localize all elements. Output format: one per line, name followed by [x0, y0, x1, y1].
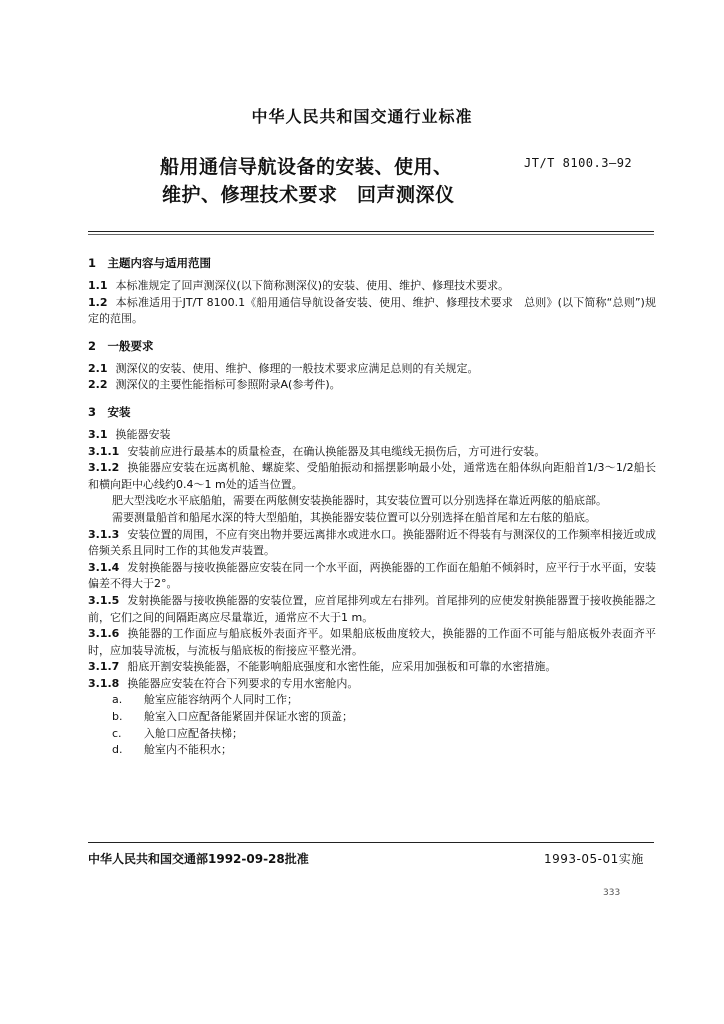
top-divider [88, 231, 654, 232]
clause-text: 换能器的工作面应与船底板外表面齐平。如果船底板曲度较大，换能器的工作面不可能与船底板外表面齐平时，应加装导流板，与流板与船底板的衔接应平整光滑。 [88, 627, 656, 657]
list-text: 舱室内不能积水； [144, 743, 232, 757]
clause-text: 本标准规定了回声测深仪(以下简称测深仪)的安装、使用、维护、修理技术要求。 [115, 279, 510, 292]
list-letter: b. [112, 710, 123, 724]
page-number: 333 [603, 888, 621, 898]
requirements-list [88, 692, 656, 758]
clause-1-1 [88, 278, 656, 295]
clause-3-1-2-para2: 肥大型浅吃水平底船舶，需要在两舷侧安装换能器时，其安装位置可以分别选择在靠近两舷的船底部。 [112, 494, 607, 508]
clause-1-2 [88, 295, 656, 328]
list-item [88, 692, 656, 709]
clause-text: 测深仪的安装、使用、维护、修理的一般技术要求应满足总则的有关规定。 [115, 361, 479, 375]
approval-note: 中华人民共和国交通部1992-09-28批准 [88, 852, 309, 866]
clause-3-1-7 [88, 659, 656, 676]
clause-3-1-8 [88, 676, 656, 693]
clause-text: 换能器应安装在远离机舱、螺旋桨、受船舶振动和摇摆影响最小处，通常选在船体纵向距船首1/3～1/2船长和横向距中心线约0.4～1 m处的适当位置。 [88, 461, 656, 491]
section-heading-2: 2 一般要求 [88, 338, 154, 353]
clause-text: 测深仪的主要性能指标可参照附录A(参考件)。 [115, 378, 341, 392]
section-heading-1: 1 主题内容与适用范围 [88, 256, 212, 270]
clause-text: 安装前应进行最基本的质量检查，在确认换能器及其电缆线无损伤后，方可进行安装。 [127, 444, 546, 458]
document-body [88, 255, 656, 759]
issuing-organization: 中华人民共和国交通行业标准 [251, 107, 473, 126]
standard-code: JT/T 8100.3—92 [524, 156, 633, 170]
clause-number: 3.1.8 [88, 676, 120, 690]
clause-2-2 [88, 377, 656, 394]
clause-3-1-1 [88, 444, 656, 461]
list-item [88, 742, 656, 759]
clause-3-1-5 [88, 593, 656, 626]
clause-2-1 [88, 361, 656, 378]
list-text: 入舱口应配备扶梯； [144, 726, 243, 740]
clause-text: 换能器应安装在符合下列要求的专用水密舱内。 [127, 676, 359, 690]
clause-number: 2.2 [88, 378, 108, 392]
list-text: 舱室应能容纳两个人同时工作； [144, 693, 298, 707]
clause-number: 3.1.7 [88, 660, 120, 674]
clause-number: 1.2 [88, 295, 108, 309]
document-title-line2: 维护、修理技术要求 回声测深仪 [162, 184, 455, 206]
clause-number: 3.1 [88, 427, 108, 441]
clause-number: 3.1.1 [88, 444, 120, 458]
clause-3-1-2 [88, 460, 656, 493]
section-heading-3: 3 安装 [88, 404, 131, 419]
implementation-date: 1993-05-01实施 [544, 852, 644, 866]
clause-3-1-4 [88, 560, 656, 593]
clause-3-1 [88, 427, 656, 444]
clause-number: 3.1.4 [88, 560, 120, 574]
clause-number: 3.1.2 [88, 461, 120, 475]
clause-text: 本标准适用于JT/T 8100.1《船用通信导航设备安装、使用、维护、修理技术要求 总则》(以下简称“总则”)规定的范围。 [88, 295, 656, 326]
clause-text: 发射换能器与接收换能器应安装在同一个水平面，两换能器的工作面在船舶不倾斜时，应平行于水平面，安装偏差不得大于2°。 [88, 560, 656, 591]
document-title-line1: 船用通信导航设备的安装、使用、 [160, 156, 453, 178]
list-letter: d. [112, 743, 123, 757]
clause-3-1-6 [88, 626, 656, 659]
list-letter: a. [112, 693, 123, 707]
top-divider-inner [88, 234, 654, 235]
list-letter: c. [112, 726, 122, 740]
clause-3-1-2-para3: 需要测量船首和船尾水深的特大型船舶，其换能器安装位置可以分别选择在船首尾和左右舷的船底。 [112, 510, 596, 524]
list-item [88, 726, 656, 743]
list-text: 舱室入口应配备能紧固并保证水密的顶盖； [144, 710, 353, 724]
clause-number: 3.1.5 [88, 593, 120, 607]
clause-text: 安装位置的周围，不应有突出物并要远离排水或进水口。换能器附近不得装有与测深仪的工作频率相接近或成倍频关系且同时工作的其他发声装置。 [88, 527, 656, 558]
clause-text: 发射换能器与接收换能器的安装位置，应首尾排列或左右排列。首尾排列的应使发射换能器置于接收换能器之前，它们之间的间隔距离应尽量靠近，通常应不大于1 m。 [88, 593, 656, 624]
clause-number: 2.1 [88, 361, 108, 375]
list-item [88, 709, 656, 726]
clause-number: 1.1 [88, 279, 108, 292]
clause-3-1-3 [88, 527, 656, 560]
bottom-divider [88, 842, 654, 843]
clause-text: 换能器安装 [115, 427, 171, 441]
clause-number: 3.1.3 [88, 527, 120, 541]
clause-text: 船底开割安装换能器，不能影响船底强度和水密性能，应采用加强板和可靠的水密措施。 [127, 660, 557, 674]
clause-number: 3.1.6 [88, 627, 120, 641]
